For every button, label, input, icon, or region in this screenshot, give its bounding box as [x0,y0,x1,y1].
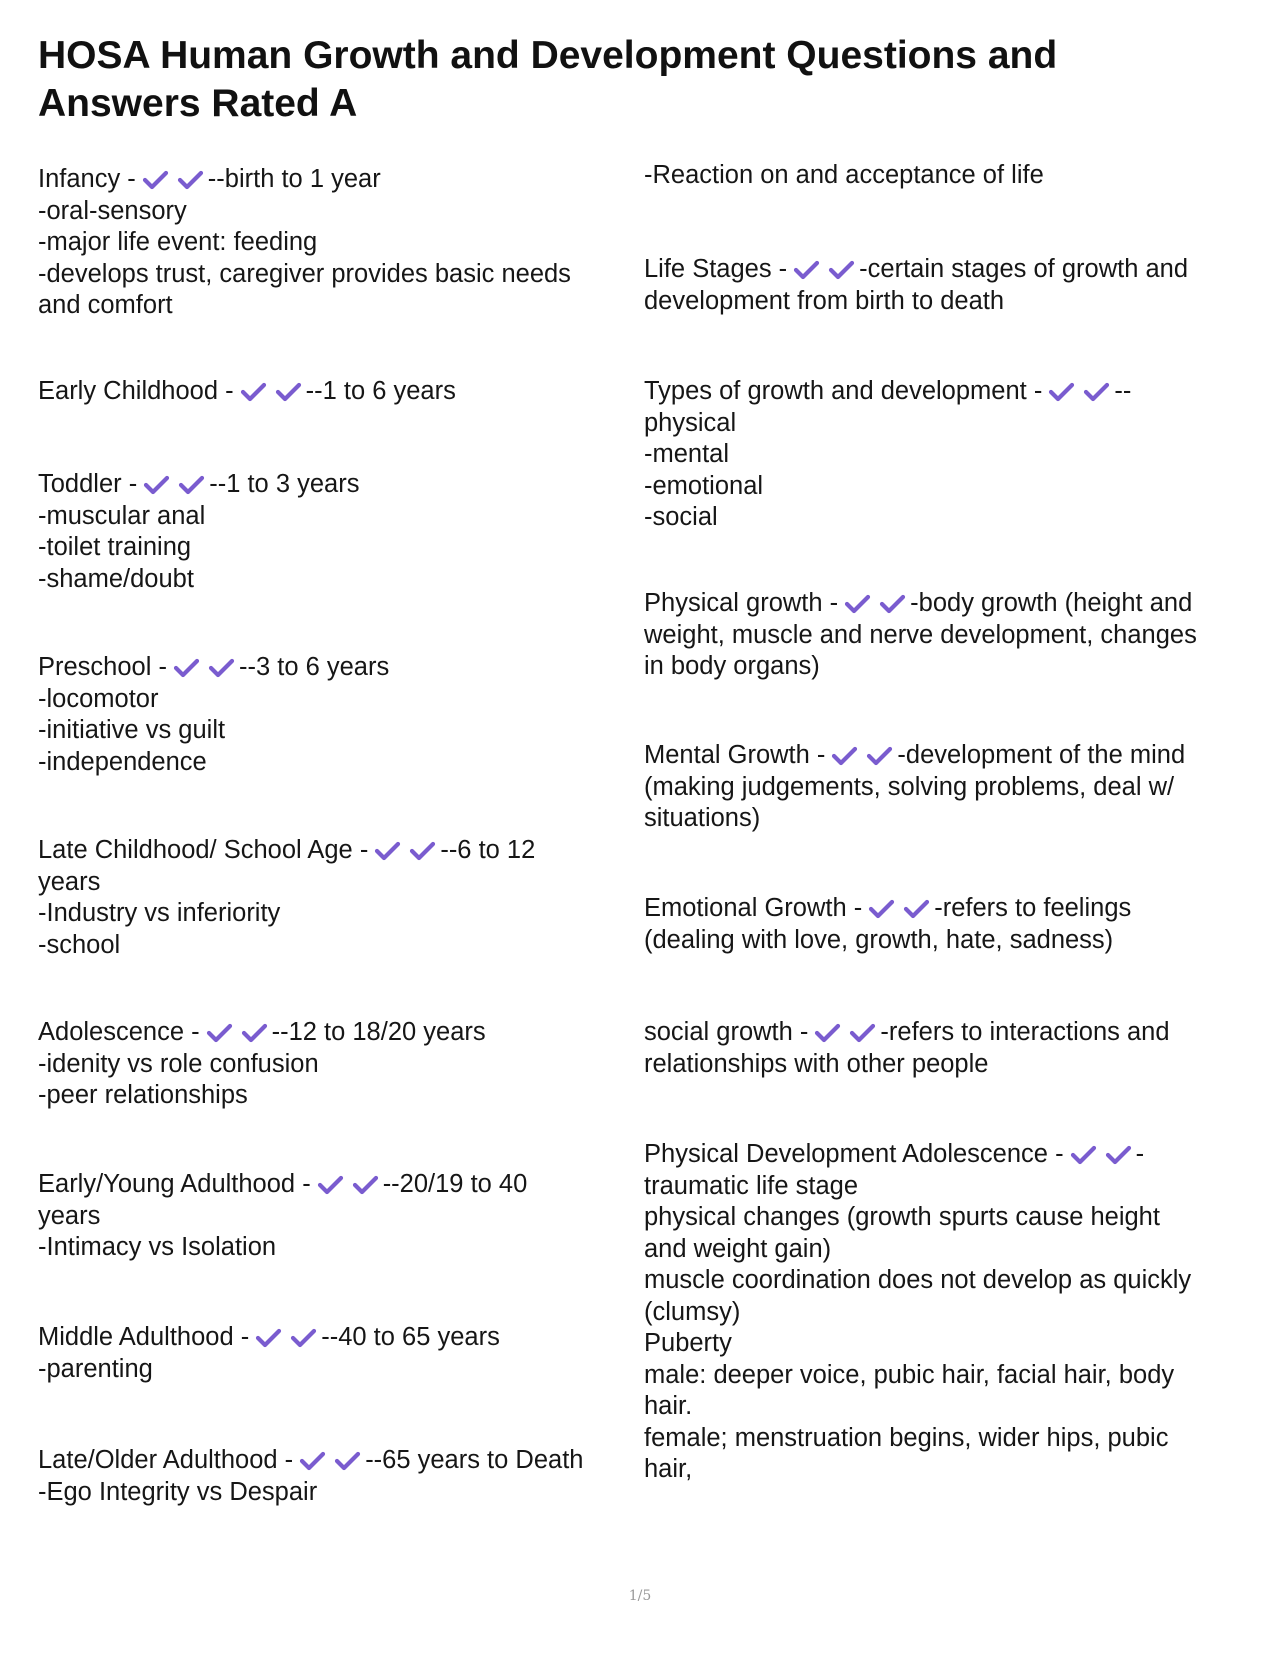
term: Physical Development Adolescence - [644,1140,1064,1168]
double-check-icon [206,1022,268,1044]
definition: -body growth (height and [910,589,1193,617]
entry-types-of-growth [644,376,1244,534]
entry-young-adulthood [38,1169,628,1264]
term: Types of growth and development - [644,377,1043,405]
detail-line: -mental [644,440,730,468]
detail-line: female; menstruation begins, wider hips, pubic [644,1423,1169,1452]
definition: --1 to 6 years [305,377,456,405]
term: Infancy - [38,165,136,193]
detail-line: -idenity vs role confusion [38,1049,319,1078]
double-check-icon [1048,381,1110,403]
term: Mental Growth - [644,741,826,769]
detail-line: -school [38,930,121,959]
double-check-icon [374,840,436,862]
title-line-2: Answers Rated A [38,82,358,125]
definition: -refers to feelings [934,894,1132,922]
detail-line: (clumsy) [644,1297,741,1326]
term: Toddler - [38,470,138,498]
definition: --birth to 1 year [207,165,381,193]
double-check-icon [814,1022,876,1044]
term: Early/Young Adulthood - [38,1170,311,1198]
entry-adolescence [38,1017,628,1112]
page-number: 1/5 [628,1588,652,1604]
detail-line: (making judgements, solving problems, deal w/ [644,772,1175,801]
detail-line: hair, [644,1455,693,1483]
term: social growth - [644,1018,809,1046]
double-check-icon [142,169,204,191]
detail-line: and comfort [38,291,173,319]
entry-early-childhood [38,376,628,408]
entry-infancy [38,164,628,322]
detail-line: relationships with other people [644,1049,989,1078]
detail-line: (dealing with love, growth, hate, sadness) [644,925,1114,954]
entry-mental-growth [644,740,1244,835]
detail-line: -develops trust, caregiver provides basic needs [38,259,571,288]
entry-emotional-growth [644,893,1244,956]
term: Preschool - [38,653,167,681]
term: Late Childhood/ School Age - [38,836,369,864]
detail-line: hair. [644,1392,693,1420]
detail-line: -toilet training [38,533,192,561]
entry-older-adulthood [38,1445,628,1508]
double-check-icon [143,474,205,496]
detail-line: years [38,1201,101,1230]
definition: --1 to 3 years [209,470,360,498]
double-check-icon [831,745,893,767]
definition: --65 years to Death [365,1446,584,1474]
detail-line: -social [644,503,718,531]
definition: --40 to 65 years [321,1323,500,1351]
double-check-icon [844,593,906,615]
detail-line: -locomotor [38,684,159,713]
entry-late-childhood [38,835,628,961]
entry-middle-adulthood [38,1322,628,1385]
definition: - [1135,1140,1145,1168]
double-check-icon [299,1450,361,1472]
double-check-icon [317,1174,379,1196]
term: Physical growth - [644,589,839,617]
detail-line: -oral-sensory [38,196,187,225]
title-line-1: HOSA Human Growth and Development Questions and [38,34,1058,77]
detail-line: years [38,867,101,896]
entry-life-stages [644,254,1244,317]
detail-line: physical [644,408,737,437]
detail-line: -muscular anal [38,501,206,530]
detail-line: development from birth to death [644,286,1005,315]
detail-line: -initiative vs guilt [38,716,226,744]
detail-line: -peer relationships [38,1081,248,1109]
entry-social-growth [644,1017,1244,1080]
definition: -refers to interactions and [880,1018,1170,1046]
term: Middle Adulthood - [38,1323,250,1351]
detail-line: muscle coordination does not develop as quickly [644,1266,1192,1294]
entry-reaction [644,160,1244,192]
term: Emotional Growth - [644,894,863,922]
detail-line: male: deeper voice, pubic hair, facial hair, body [644,1360,1175,1389]
detail-line: physical changes (growth spurts cause height [644,1203,1160,1231]
detail-line: situations) [644,804,761,832]
entry-preschool [38,652,628,778]
entry-physical-growth [644,588,1244,683]
double-check-icon [868,898,930,920]
detail-line: -Industry vs inferiority [38,899,281,927]
definition: -- [1114,377,1132,405]
detail-line: -independence [38,747,207,776]
definition: -development of the mind [897,741,1186,769]
detail-line: Puberty [644,1329,732,1357]
term: Life Stages - [644,255,788,283]
double-check-icon [793,259,855,281]
definition: -certain stages of growth and [859,255,1189,283]
detail-line: weight, muscle and nerve development, changes [644,620,1197,649]
detail-line: -parenting [38,1354,153,1383]
detail-line: -Intimacy vs Isolation [38,1233,277,1261]
definition: --12 to 18/20 years [271,1018,486,1046]
detail-line: -Ego Integrity vs Despair [38,1477,318,1506]
term: Late/Older Adulthood - [38,1446,294,1474]
detail-line: -emotional [644,471,764,500]
definition: --3 to 6 years [238,653,390,681]
double-check-icon [1070,1144,1132,1166]
detail-line: and weight gain) [644,1234,832,1263]
double-check-icon [240,381,302,403]
detail-line: in body organs) [644,652,820,680]
detail-line: -Reaction on and acceptance of life [644,161,1044,189]
document-title [38,32,1198,128]
entry-toddler [38,469,628,595]
term: Adolescence - [38,1018,200,1046]
double-check-icon [173,657,235,679]
detail-line: -major life event: feeding [38,228,318,256]
term: Early Childhood - [38,377,234,405]
definition: --20/19 to 40 [382,1170,528,1198]
detail-line: -shame/doubt [38,564,194,593]
definition: --6 to 12 [440,836,536,864]
entry-physical-development-adolescence [644,1139,1244,1486]
double-check-icon [255,1327,317,1349]
detail-line: traumatic life stage [644,1171,859,1200]
